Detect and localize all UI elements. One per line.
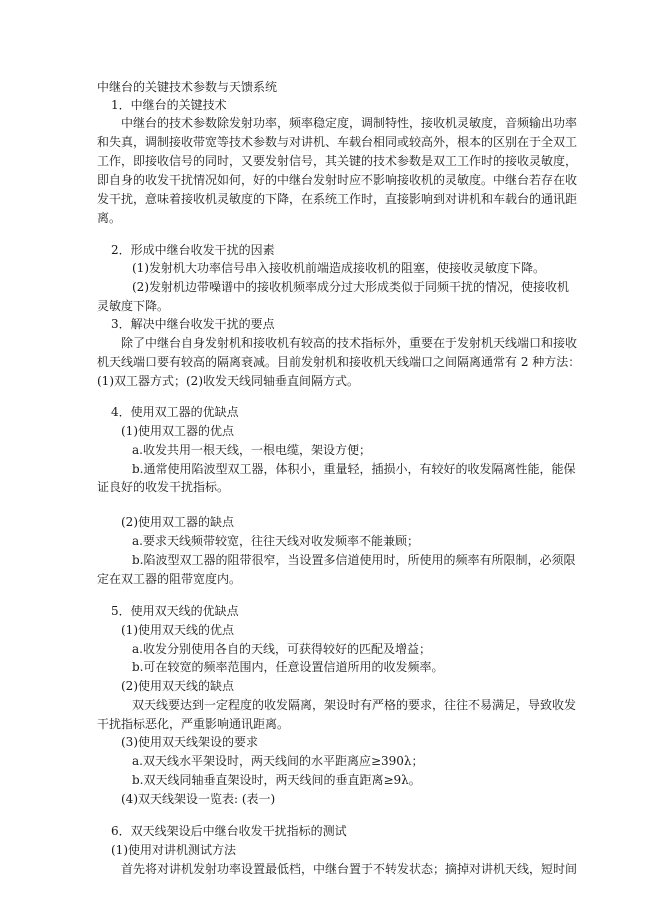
section-5-requirements-title: (3)使用双天线架设的要求 bbox=[121, 735, 258, 749]
section-1-line: 离。 bbox=[97, 211, 122, 225]
section-1-heading: 1．中继台的关键技术 bbox=[111, 98, 227, 112]
section-4-advantage-line: a.收发共用一根天线，一根电缆，架设方便； bbox=[132, 443, 371, 457]
section-2-line: 灵敏度下降。 bbox=[97, 299, 170, 313]
section-1-line: 发干扰，意味着接收机灵敏度的下降，在系统工作时，直接影响到对讲机和车载台的通讯距 bbox=[97, 192, 578, 206]
section-1-line: 工作，即接收信号的同时，又要发射信号，其关键的技术参数是双工工作时的接收灵敏度， bbox=[97, 154, 578, 168]
section-4-disadvantage-line: 定在双工器的阻带宽度内。 bbox=[97, 572, 242, 586]
section-4-disadvantage-line: b.陷波型双工器的阻带很窄，当设置多信道使用时，所使用的频率有所限制，必须限 bbox=[132, 553, 576, 567]
section-5-requirement-line: b.双天线同轴垂直架设时，两天线间的垂直距离≥9λ。 bbox=[132, 773, 421, 787]
section-4-advantages-title: (1)使用双工器的优点 bbox=[121, 424, 234, 438]
section-4-disadvantages-title: (2)使用双工器的缺点 bbox=[121, 515, 234, 529]
section-2-line: (2)发射机边带噪谱中的接收机频率成分过大形成类似于同频干扰的情况，使接收机 bbox=[132, 280, 570, 294]
section-5-advantages-title: (1)使用双天线的优点 bbox=[121, 623, 234, 637]
document-title: 中继台的关键技术参数与天馈系统 bbox=[97, 80, 278, 94]
section-6-line: 首先将对讲机发射功率设置最低档，中继台置于不转发状态；摘掉对讲机天线，短时间 bbox=[121, 862, 578, 876]
section-5-advantage-line: a.收发分别使用各自的天线，可获得较好的匹配及增益； bbox=[132, 642, 431, 656]
section-4-advantage-line: b.通常使用陷波型双工器，体积小，重量轻，插损小，有较好的收发隔离性能，能保 bbox=[132, 462, 576, 476]
section-5-requirement-line: a.双天线水平架设时，两天线间的水平距离应≥390λ； bbox=[132, 754, 424, 768]
section-3-line: (1)双工器方式；(2)收发天线同轴垂直间隔方式。 bbox=[97, 374, 359, 388]
section-5-disadvantage-line: 干扰指标恶化，严重影响通讯距离。 bbox=[97, 717, 290, 731]
section-5-heading: 5．使用双天线的优缺点 bbox=[111, 604, 239, 618]
section-3-line: 机天线端口要有较高的隔离衰减。目前发射机和接收机天线端口之间隔离通常有 2 种方法： bbox=[97, 355, 581, 369]
section-5-disadvantage-line: 双天线要达到一定程度的收发隔离，架设时有严格的要求，往往不易满足，导致收发 bbox=[132, 698, 577, 712]
section-5-table-reference: (4)双天线架设一览表: (表一) bbox=[121, 792, 276, 806]
section-1-line: 即自身的收发干扰情况如何，好的中继台发射时应不影响接收机的灵敏度。中继台若存在收 bbox=[97, 173, 578, 187]
section-6-subtitle: (1)使用对讲机测试方法 bbox=[111, 843, 236, 857]
section-4-disadvantage-line: a.要求天线频带较宽，往往天线对收发频率不能兼顾； bbox=[132, 534, 419, 548]
section-6-heading: 6．双天线架设后中继台收发干扰指标的测试 bbox=[111, 824, 347, 838]
section-2-heading: 2．形成中继台收发干扰的因素 bbox=[111, 243, 275, 257]
section-1-line: 中继台的技术参数除发射功率，频率稳定度，调制特性，接收机灵敏度，音频输出功率 bbox=[121, 116, 578, 130]
section-2-line: (1)发射机大功率信号串入接收机前端造成接收机的阻塞，使接收灵敏度下降。 bbox=[132, 261, 546, 275]
section-1-line: 和失真，调制接收带宽等技术参数与对讲机、车载台相同或较高外，根本的区别在于全双工 bbox=[97, 135, 578, 149]
section-3-heading: 3．解决中继台收发干扰的要点 bbox=[111, 317, 275, 331]
section-5-advantage-line: b.可在较宽的频率范围内，任意设置信道所用的收发频率。 bbox=[132, 660, 444, 674]
section-4-heading: 4．使用双工器的优缺点 bbox=[111, 405, 239, 419]
section-3-line: 除了中继台自身发射机和接收机有较高的技术指标外，重要在于发射机天线端口和接收 bbox=[121, 336, 578, 350]
section-5-disadvantages-title: (2)使用双天线的缺点 bbox=[121, 679, 234, 693]
section-4-advantage-line: 证良好的收发干扰指标。 bbox=[97, 480, 230, 494]
